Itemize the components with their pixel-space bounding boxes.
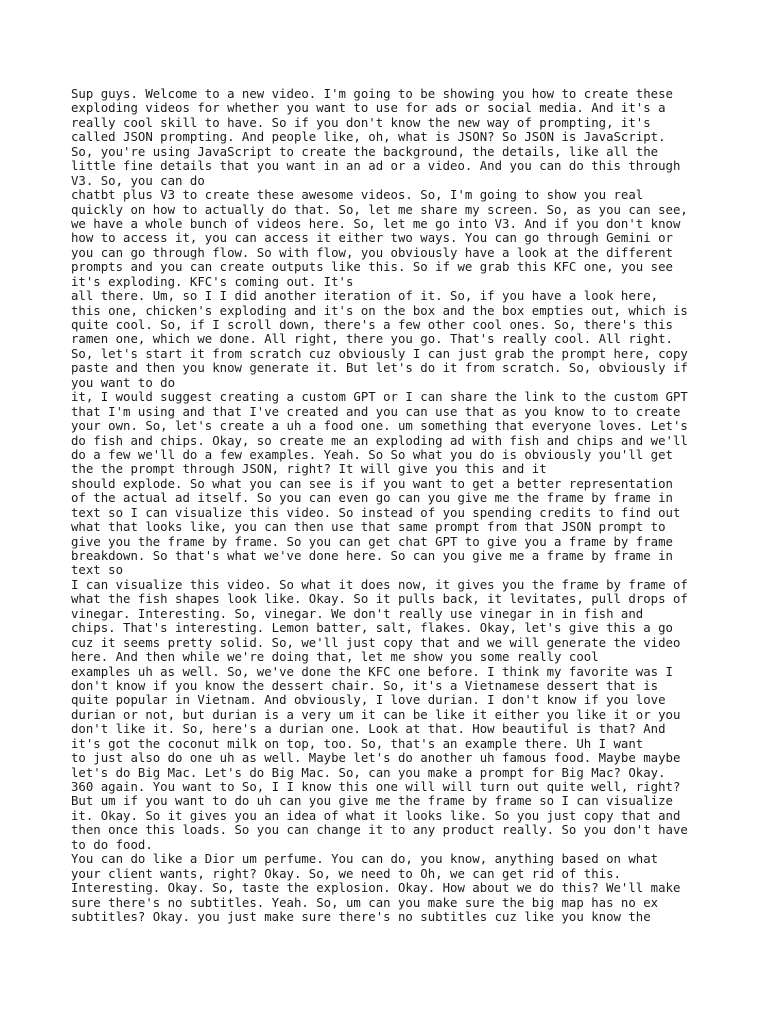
transcript-line: then once this loads. So you can change it to any product really. So you don't have — [71, 823, 688, 838]
transcript-line: called JSON prompting. And people like, oh, what is JSON? So JSON is JavaScript. — [71, 130, 666, 145]
transcript-line: don't like it. So, here's a durian one. Look at that. How beautiful is that? And — [71, 722, 666, 737]
transcript-line: here. And then while we're doing that, let me show you some really cool — [71, 650, 599, 665]
transcript-line: you can go through flow. So with flow, you obviously have a look at the different — [71, 245, 673, 260]
transcript-line: Sup guys. Welcome to a new video. I'm going to be showing you how to create these — [71, 87, 673, 101]
transcript-line: what the fish shapes look like. Okay. So it pulls back, it levitates, pull drops of — [71, 592, 688, 607]
transcript-line: prompts and you can create outputs like this. So if we grab this KFC one, you see — [71, 260, 673, 275]
transcript-line: durian or not, but durian is a very um it can be like it either you like it or you — [71, 707, 681, 722]
transcript-line: it, I would suggest creating a custom GPT or I can share the link to the custom GPT — [71, 390, 688, 405]
transcript-line: of the actual ad itself. So you can even go can you give me the frame by frame in — [71, 491, 673, 506]
transcript-line: quite cool. So, if I scroll down, there's a few other cool ones. So, there's this — [71, 318, 673, 332]
transcript-line: do fish and chips. Okay, so create me an exploding ad with fish and chips and we'll — [71, 433, 688, 448]
transcript-line: quite popular in Vietnam. And obviously, I love durian. I don't know if you love — [71, 693, 666, 708]
transcript-line: really cool skill to have. So if you don't know the new way of prompting, it's — [71, 115, 651, 130]
transcript-line: to just also do one uh as well. Maybe let's do another uh famous food. Maybe maybe — [71, 751, 681, 766]
transcript-line: it's exploding. KFC's coming out. It's — [71, 274, 354, 289]
transcript-line: ramen one, which we done. All right, there you go. That's really cool. All right. — [71, 332, 673, 347]
transcript-line: paste and then you know generate it. But let's do it from scratch. So, obviously if — [71, 361, 688, 376]
transcript-line: You can do like a Dior um perfume. You can do, you know, anything based on what — [71, 852, 659, 867]
transcript-line: don't know if you know the dessert chair. So, it's a Vietnamese dessert that is — [71, 678, 659, 693]
transcript-line: But um if you want to do uh can you give me the frame by frame so I can visualize — [71, 794, 673, 809]
transcript-line: what that looks like, you can then use that same prompt from that JSON prompt to — [71, 520, 666, 535]
transcript-line: text so — [71, 563, 124, 578]
transcript-line: this one, chicken's exploding and it's on the box and the box empties out, which is — [71, 303, 688, 318]
transcript-line: text so I can visualize this video. So instead of you spending credits to find out — [71, 505, 681, 520]
transcript-line: you want to do — [71, 375, 176, 390]
transcript-line: cuz it seems pretty solid. So, we'll just copy that and we will generate the video — [71, 635, 681, 650]
transcript-line: vinegar. Interesting. So, vinegar. We don't really use vinegar in in fish and — [71, 606, 644, 621]
transcript-line: sure there's no subtitles. Yeah. So, um can you make sure the big map has no ex — [71, 895, 659, 910]
transcript-line: breakdown. So that's what we've done here. So can you give me a frame by frame in — [71, 549, 673, 563]
transcript-line: the the prompt through JSON, right? It will give you this and it — [71, 462, 547, 477]
transcript-line: your client wants, right? Okay. So, we need to Oh, we can get rid of this. — [71, 866, 621, 881]
transcript-line: do a few we'll do a few examples. Yeah. So So what you do is obviously you'll get — [71, 447, 673, 462]
transcript-line: examples uh as well. So, we've done the KFC one before. I think my favorite was I — [71, 664, 673, 679]
transcript-text — [71, 87, 761, 924]
transcript-line: to do food. — [71, 837, 153, 852]
transcript-line: V3. So, you can do — [71, 173, 205, 188]
transcript-line: should explode. So what you can see is if you want to get a better representation — [71, 476, 673, 491]
transcript-line: chips. That's interesting. Lemon batter, salt, flakes. Okay, let's give this a go — [71, 621, 673, 636]
transcript-line: So, let's start it from scratch cuz obviously I can just grab the prompt here, copy — [71, 346, 688, 361]
transcript-line: quickly on how to actually do that. So, let me share my screen. So, as you can see, — [71, 202, 688, 217]
transcript-line: that I'm using and that I've created and you can use that as you know to to create — [71, 404, 681, 419]
transcript-line: 360 again. You want to So, I I know this one will will turn out quite well, right? — [71, 780, 681, 794]
transcript-line: all there. Um, so I I did another iteration of it. So, if you have a look here, — [71, 289, 659, 304]
transcript-line: little fine details that you want in an ad or a video. And you can do this through — [71, 159, 681, 174]
transcript-line: let's do Big Mac. Let's do Big Mac. So, can you make a prompt for Big Mac? Okay. — [71, 765, 666, 780]
transcript-line: we have a whole bunch of videos here. So, let me go into V3. And if you don't know — [71, 216, 681, 231]
transcript-line: exploding videos for whether you want to use for ads or social media. And it's a — [71, 101, 666, 116]
transcript-line: So, you're using JavaScript to create the background, the details, like all the — [71, 144, 659, 159]
transcript-line: chatbt plus V3 to create these awesome videos. So, I'm going to show you real — [71, 188, 644, 203]
transcript-line: it's got the coconut milk on top, too. So, that's an example there. Uh I want — [71, 736, 644, 751]
transcript-line: your own. So, let's create a uh a food one. um something that everyone loves. Let's — [71, 419, 688, 434]
transcript-line: I can visualize this video. So what it does now, it gives you the frame by frame of — [71, 577, 688, 592]
transcript-line: subtitles? Okay. you just make sure there's no subtitles cuz like you know the — [71, 909, 651, 924]
transcript-line: how to access it, you can access it either two ways. You can go through Gemini or — [71, 231, 673, 246]
transcript-line: give you the frame by frame. So you can get chat GPT to give you a frame by frame — [71, 534, 673, 549]
transcript-line: Interesting. Okay. So, taste the explosion. Okay. How about we do this? We'll make — [71, 881, 681, 896]
transcript-line: it. Okay. So it gives you an idea of what it looks like. So you just copy that and — [71, 808, 681, 823]
